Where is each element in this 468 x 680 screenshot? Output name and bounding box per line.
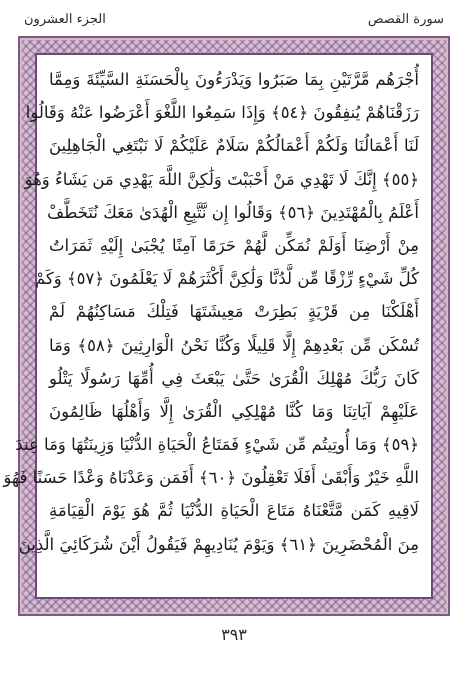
verse-line: مِنْ أَرْضِنَا أَوَلَمْ نُمَكِّن لَّهُمْ حَرَمًا آمِنًا يُجْبَىٰ إِلَيْهِ ثَمَرَاتُ xyxy=(49,235,419,255)
verse-line: مِنَ الْمُحْضَرِينَ ﴿٦١﴾ وَيَوْمَ يُنَادِيهِمْ فَيَقُولُ أَيْنَ شُرَكَائِيَ الَّذِينَ xyxy=(18,534,419,554)
verse-line: لَنَا أَعْمَالُنَا وَلَكُمْ أَعْمَالُكُمْ سَلَامٌ عَلَيْكُمْ لَا نَبْتَغِي الْجَاهِلِينَ xyxy=(49,136,419,156)
verse-line: أُجْرَهُم مَّرَّتَيْنِ بِمَا صَبَرُوا وَيَدْرَءُونَ بِالْحَسَنَةِ السَّيِّئَةَ وَمِمَّا xyxy=(49,70,419,89)
text-panel xyxy=(3,53,433,599)
verse-line: أَعْلَمُ بِالْمُهْتَدِينَ ﴿٥٦﴾ وَقَالُوا إِن نَّتَّبِعِ الْهُدَىٰ مَعَكَ نُتَخَطَّفْ xyxy=(47,202,419,222)
verse-line: كَانَ رَبُّكَ مُهْلِكَ الْقُرَىٰ حَتَّىٰ يَبْعَثَ فِي أُمِّهَا رَسُولًا يَتْلُو xyxy=(49,368,419,388)
verse-line: ﴿٥٥﴾ إِنَّكَ لَا تَهْدِي مَنْ أَحْبَبْتَ وَلَٰكِنَّ اللَّهَ يَهْدِي مَن يَشَاءُ وَهُوَ xyxy=(24,169,419,189)
verse-line: أَهْلَكْنَا مِن قَرْيَةٍ بَطِرَتْ مَعِيشَتَهَا فَتِلْكَ مَسَاكِنُهُمْ لَمْ xyxy=(49,302,419,322)
verse-line: كُلِّ شَيْءٍ رِّزْقًا مِّن لَّدُنَّا وَلَٰكِنَّ أَكْثَرَهُمْ لَا يَعْلَمُونَ ﴿٥٧﴾ وَكَمْ xyxy=(34,269,419,289)
verse-line: لَاقِيهِ كَمَن مَّتَّعْنَاهُ مَتَاعَ الْحَيَاةِ الدُّنْيَا ثُمَّ هُوَ يَوْمَ الْقِيَامَةِ xyxy=(49,501,419,521)
page-header xyxy=(0,8,468,34)
verse-line: ﴿٥٩﴾ وَمَا أُوتِيتُم مِّن شَيْءٍ فَمَتَاعُ الْحَيَاةِ الدُّنْيَا وَزِينَتُهَا وَمَا عِندَ xyxy=(15,435,419,455)
verse-line: رَزَقْنَاهُمْ يُنفِقُونَ ﴿٥٤﴾ وَإِذَا سَمِعُوا اللَّغْوَ أَعْرَضُوا عَنْهُ وَقَالُوا xyxy=(25,103,419,123)
surah-label: سورة القصص xyxy=(367,12,444,27)
page-number: ٣٩٣ xyxy=(221,625,247,644)
verse-line: عَلَيْهِمْ آيَاتِنَا وَمَا كُنَّا مُهْلِكِي الْقُرَىٰ إِلَّا وَأَهْلُهَا ظَالِمُونَ xyxy=(49,401,419,421)
verse-text-block xyxy=(3,63,419,589)
ornamental-frame xyxy=(3,36,450,616)
juz-label: الجزء العشرون xyxy=(24,12,106,27)
verse-line: اللَّهِ خَيْرٌ وَأَبْقَىٰ أَفَلَا تَعْقِلُونَ ﴿٦٠﴾ أَفَمَن وَعَدْنَاهُ وَعْدًا حَسَنًا فَهُوَ xyxy=(3,468,419,488)
verse-line: تُسْكَن مِّن بَعْدِهِمْ إِلَّا قَلِيلًا وَكُنَّا نَحْنُ الْوَارِثِينَ ﴿٥٨﴾ وَمَا xyxy=(49,335,419,355)
